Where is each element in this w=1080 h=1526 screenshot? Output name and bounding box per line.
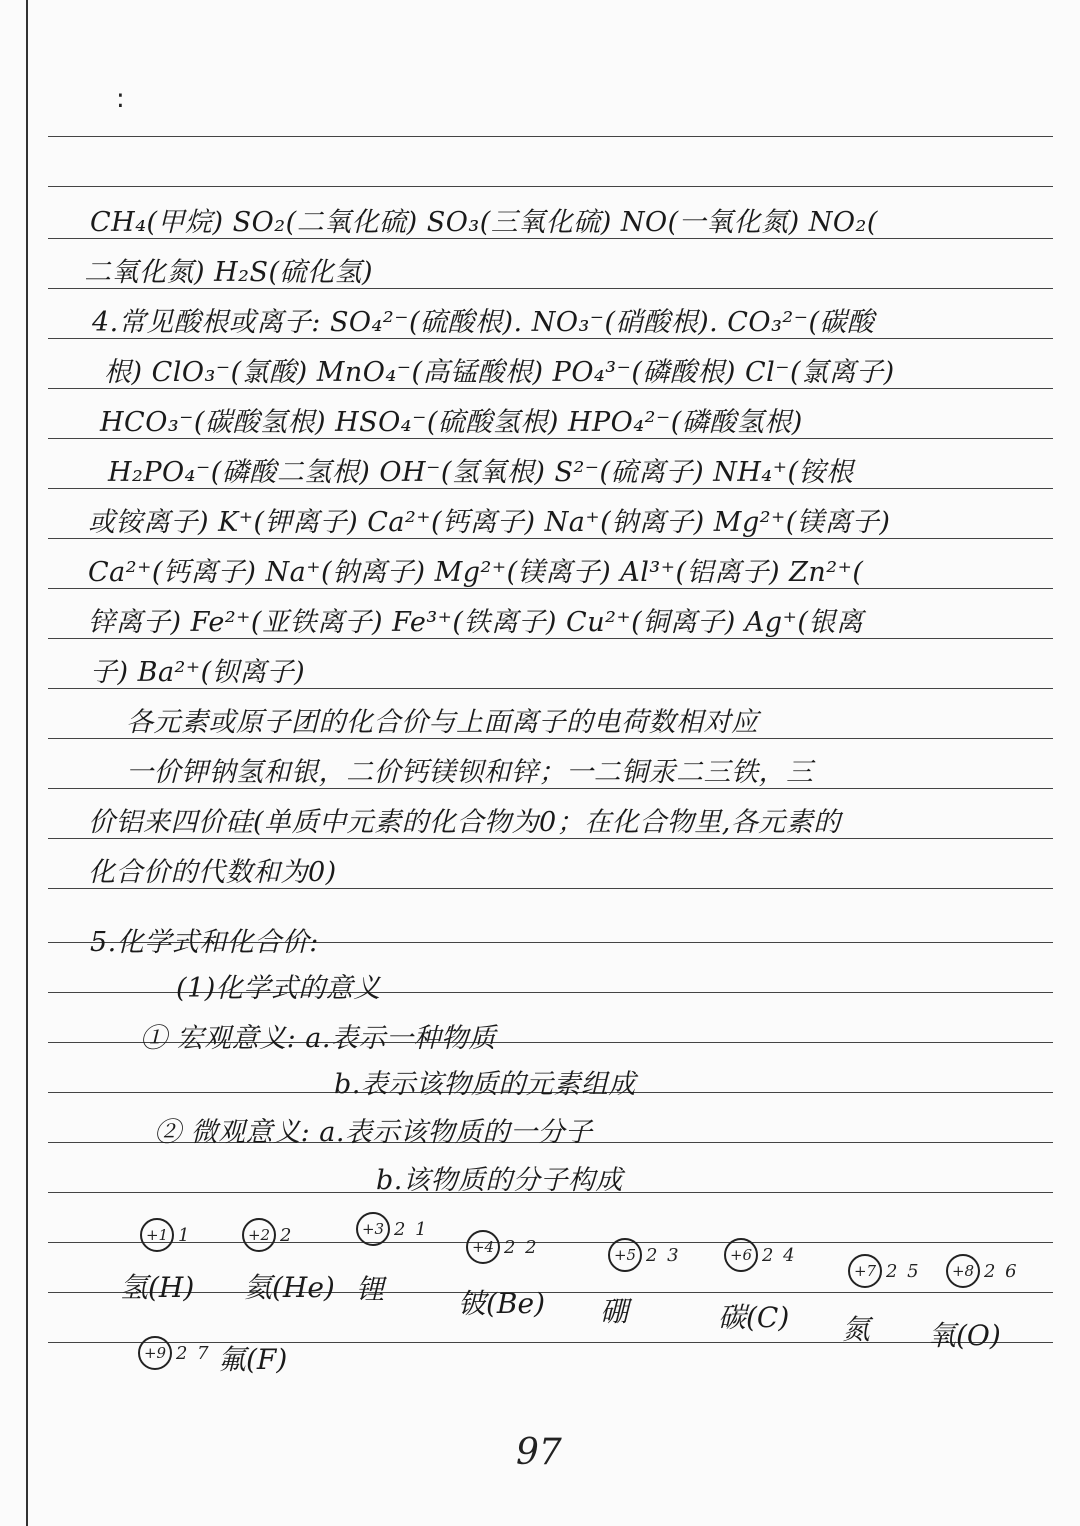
note-line-9: 锌离子) Fe²⁺(亚铁离子) Fe³⁺(铁离子) Cu²⁺(铜离子) Ag⁺(银离 [88, 607, 864, 638]
note-line-1: CH₄(甲烷) SO₂(二氧化硫) SO₃(三氧化硫) NO(一氧化氮) NO₂( [90, 207, 878, 238]
atom-nucleus: +6 [724, 1238, 758, 1272]
header-colon: : [116, 84, 125, 114]
atom-nucleus: +3 [356, 1212, 390, 1246]
note-line-19: ② 微观意义: a.表示该物质的一分子 [154, 1117, 593, 1148]
ruled-line [48, 1292, 1053, 1293]
atom-name: 锂 [356, 1273, 385, 1306]
ruled-line [48, 186, 1053, 187]
atom-name: 氦(He) [244, 1271, 335, 1304]
subheading: (1)化学式的意义 [176, 973, 381, 1004]
atom-diagram-lithium [356, 1212, 429, 1246]
margin-line [26, 0, 28, 1526]
atom-shells: 2 3 [646, 1244, 681, 1266]
atom-name: 氢(H) [120, 1271, 195, 1304]
atom-diagram-beryllium [466, 1230, 539, 1264]
note-line-8: Ca²⁺(钙离子) Na⁺(钠离子) Mg²⁺(镁离子) Al³⁺(铝离子) Zn²⁺( [88, 557, 864, 588]
note-line-20: b.该物质的分子构成 [376, 1165, 623, 1196]
atom-diagram-carbon [724, 1238, 797, 1272]
atom-name: 铍(Be) [458, 1287, 545, 1320]
atom-shells: 2 5 [886, 1260, 921, 1282]
atom-diagram-fluorine [138, 1336, 211, 1370]
atom-shells: 1 [178, 1224, 192, 1246]
atom-name: 氮 [842, 1313, 871, 1346]
page-number: 97 [516, 1432, 562, 1473]
note-line-7: 或铵离子) K⁺(钾离子) Ca²⁺(钙离子) Na⁺(钠离子) Mg²⁺(镁离子) [88, 507, 891, 538]
note-line-5: HCO₃⁻(碳酸氢根) HSO₄⁻(硫酸氢根) HPO₄²⁻(磷酸氢根) [100, 407, 803, 438]
atom-diagram-oxygen [946, 1254, 1019, 1288]
atom-diagram-boron [608, 1238, 681, 1272]
atom-diagram-nitrogen [848, 1254, 921, 1288]
atom-diagram-helium [242, 1218, 293, 1252]
section-heading: 5.化学式和化合价: [90, 927, 319, 958]
atom-shells: 2 1 [394, 1218, 429, 1240]
atom-diagram-hydrogen [140, 1218, 191, 1252]
ruled-line [48, 136, 1053, 137]
note-line-17: ① 宏观意义: a.表示一种物质 [140, 1023, 496, 1054]
note-line-12: 一价钾钠氢和银，二价钙镁钡和锌；一二铜汞二三铁，三 [126, 757, 814, 788]
atom-name: 氧(O) [928, 1319, 1001, 1352]
note-line-13: 价铝来四价硅(单质中元素的化合物为0；在化合物里,各元素的 [88, 807, 841, 838]
atom-nucleus: +1 [140, 1218, 174, 1252]
atom-nucleus: +7 [848, 1254, 882, 1288]
atom-shells: 2 6 [984, 1260, 1019, 1282]
note-line-2: 二氧化氮) H₂S(硫化氢) [84, 257, 374, 288]
atom-nucleus: +9 [138, 1336, 172, 1370]
atom-shells: 2 4 [762, 1244, 797, 1266]
note-line-6: H₂PO₄⁻(磷酸二氢根) OH⁻(氢氧根) S²⁻(硫离子) NH₄⁺(铵根 [108, 457, 854, 488]
ruled-line [48, 1242, 1053, 1243]
atom-name: 硼 [600, 1295, 629, 1328]
note-line-11: 各元素或原子团的化合价与上面离子的电荷数相对应 [126, 707, 759, 738]
atom-name: 碳(C) [718, 1301, 790, 1334]
atom-name: 氟(F) [218, 1343, 288, 1376]
note-line-3: 4.常见酸根或离子: SO₄²⁻(硫酸根). NO₃⁻(硝酸根). CO₃²⁻(碳酸 [92, 307, 875, 338]
atom-shells: 2 [280, 1224, 294, 1246]
atom-nucleus: +4 [466, 1230, 500, 1264]
note-line-14: 化合价的代数和为0) [88, 857, 337, 888]
atom-shells: 2 2 [504, 1236, 539, 1258]
note-line-4: 根) ClO₃⁻(氯酸) MnO₄⁻(高锰酸根) PO₄³⁻(磷酸根) Cl⁻(氯离子) [104, 357, 895, 388]
note-line-10: 子) Ba²⁺(钡离子) [90, 657, 306, 688]
note-line-18: b.表示该物质的元素组成 [334, 1069, 636, 1100]
atom-nucleus: +8 [946, 1254, 980, 1288]
atom-nucleus: +2 [242, 1218, 276, 1252]
atom-nucleus: +5 [608, 1238, 642, 1272]
atom-shells: 2 7 [176, 1342, 211, 1364]
